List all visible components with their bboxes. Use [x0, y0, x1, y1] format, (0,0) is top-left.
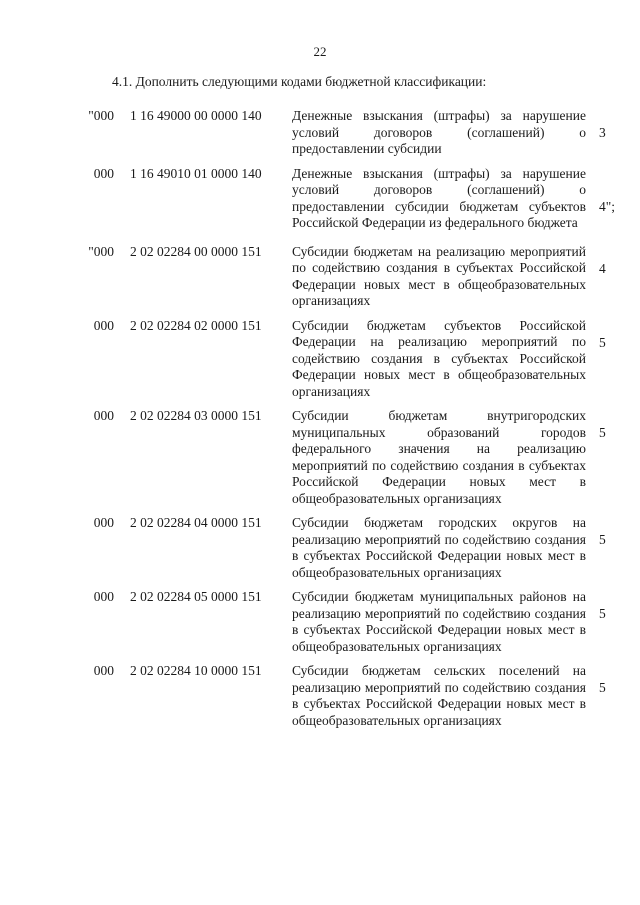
- code-description: Субсидии бюджетам сельских поселений на реализацию мероприятий по содействию создания в субъектах Российской Федерации новых мест в общеобразовательных организациях: [292, 663, 586, 728]
- level-number: 5: [599, 425, 606, 440]
- budget-class-code: 2 02 02284 02 0000 151: [130, 317, 262, 333]
- code-description: Денежные взыскания (штрафы) за нарушение условий договоров (соглашений) о предоставлении субсидии бюджетам субъектов Российской Федерации из федерального бюджета: [292, 165, 586, 230]
- budget-class-code: 2 02 02284 10 0000 151: [130, 663, 262, 678]
- admin-code: "000: [88, 243, 114, 259]
- table-row: [0, 244, 640, 310]
- table-row: [0, 515, 640, 581]
- admin-code: 000: [93, 589, 114, 604]
- table-row: [0, 108, 640, 158]
- code-description: Субсидии бюджетам на реализацию мероприятий по содействию создания в субъектах Российской Федерации новых мест в общеобразовательных организациях: [292, 243, 586, 308]
- level-number: 3: [599, 125, 606, 140]
- admin-code: 000: [93, 165, 114, 181]
- budget-class-code: 2 02 02284 03 0000 151: [130, 408, 262, 423]
- admin-code: 000: [93, 663, 114, 678]
- admin-code: 000: [93, 515, 114, 530]
- budget-class-code: 1 16 49010 01 0000 140: [130, 165, 262, 181]
- level-number: 5: [599, 532, 606, 547]
- intro-paragraph: 4.1. Дополнить следующими кодами бюджетной классификации:: [112, 74, 487, 89]
- level-number: 4";: [599, 198, 616, 214]
- budget-class-code: 2 02 02284 05 0000 151: [130, 589, 262, 604]
- admin-code: "000: [88, 108, 114, 123]
- table-row: [0, 408, 640, 507]
- page-number: 22: [313, 44, 327, 59]
- table-row: [0, 589, 640, 655]
- level-number: 5: [599, 606, 606, 621]
- table-row: [0, 318, 640, 401]
- level-number: 5: [599, 680, 606, 695]
- budget-class-code: 1 16 49000 00 0000 140: [130, 108, 262, 123]
- classification-table: [0, 108, 640, 737]
- table-row: [0, 166, 640, 232]
- code-description: Субсидии бюджетам субъектов Российской Федерации на реализацию мероприятий по содействию создания в субъектах Российской Федерации новых мест в общеобразовательных организациях: [292, 317, 586, 399]
- table-row: [0, 663, 640, 729]
- code-description: Субсидии бюджетам городских округов на реализацию мероприятий по содействию создания в субъектах Российской Федерации новых мест в общеобразовательных организациях: [292, 515, 586, 580]
- code-description: Субсидии бюджетам муниципальных районов на реализацию мероприятий по содействию создания в субъектах Российской Федерации новых мест в общеобразовательных организациях: [292, 589, 586, 654]
- admin-code: 000: [93, 317, 114, 333]
- code-description: Денежные взыскания (штрафы) за нарушение условий договоров (соглашений) о предоставлении субсидии: [292, 108, 586, 156]
- budget-class-code: 2 02 02284 04 0000 151: [130, 515, 262, 530]
- level-number: 5: [599, 334, 606, 350]
- budget-class-code: 2 02 02284 00 0000 151: [130, 243, 262, 259]
- level-number: 4: [599, 260, 606, 276]
- code-description: Субсидии бюджетам внутригородских муниципальных образований городов федерального значения на реализацию мероприятий по содействию создания в субъектах Российской Федерации новых мест в общеобразовательных организациях: [292, 408, 586, 506]
- admin-code: 000: [93, 408, 114, 423]
